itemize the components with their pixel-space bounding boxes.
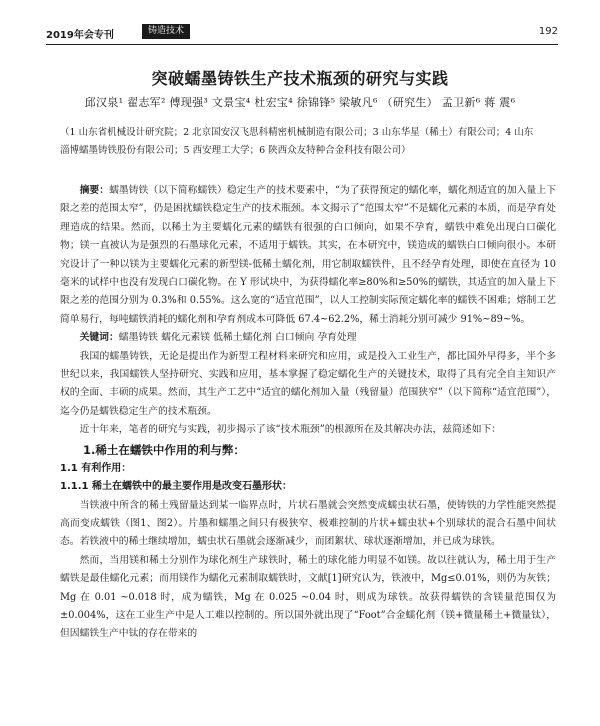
section-tag: 铸造技术 [142,24,190,39]
keywords-text: 蠕墨铸铁 蠕化元素镁 低稀土蠕化剂 白口倾向 孕育处理 [118,332,357,344]
page-number: 192 [538,26,558,37]
section-heading: 1.稀土在蠕铁中作用的利与弊： [83,442,245,457]
conference-label: 2019年会专刊 [46,30,114,41]
affiliations: （1 山东省机械设计研究院；2 北京国安汉飞思科精密机械制造有限公司；3 山东华星（稀土）有限公司；4 山东淄博蠕墨铸铁股份有限公司；5 西安理工大学；6 陕西众友特种合金科技有限公司） [60,127,534,156]
subsection-heading: 1.1 有利作用： [60,462,132,474]
abstract-text: 蠕墨铸铁（以下简称蠕铁）稳定生产的技术要素中，“为了获得预定的蠕化率，蠕化剂适宜的加入量上下限之差的范围太窄”，仍是困扰蠕铁稳定生产的技术瓶颈。本文揭示了“范围太窄”不是蠕化元素的本质，而是孕育处理造成的结果。然而，以稀土为主要蠕化元素的蠕铁有很强的白口倾向，如果不孕育，蠕铁中难免出现白口碳化物；镁一直被认为是强烈的石墨球化元素，不适用于蠕铁。其实，在本研究中，镁造成的蠕铁白口倾向很小。本研究设计了一种以镁为主要蠕化元素的新型镁-低稀土蠕化剂，用它制取蠕铁件，且不经孕育处理，即使在直径为 10 毫米的试样中也没有发现白口碳化物。在 Y 形试块中，为获得蠕化率≥80%和≥50%的蠕铁，其适宜的加入量上下限之差的范围分别为 0.3%和 0.55%。这么宽的“适宜范围”，以人工控制实际预定蠕化率的蠕铁不困难；熔制工艺简单易行，每吨蠕铁消耗的蠕化剂和孕育剂成本可降低 67.4~62.2%，稀土消耗分别可减少 91%~89~%。 [60,185,556,325]
article-body [60,182,556,644]
abstract [60,182,556,329]
header-rule [46,44,558,45]
paragraph-magnesium: 然而，当用镁和稀土分别作为球化剂生产球铁时，稀土的球化能力明显不如镁。故以往就认为，稀土用于生产蠕铁是最佳蠕化元素；而用镁作为蠕化元素制取蠕铁时，文献[1]研究认为，铁液中，Mg≤0.01%，则仍为灰铁；Mg 在 0.01 ~0.018 时，成为蠕铁，Mg 在 0.025 ~0.04 时，则成为球铁。故获得蠕铁的含镁量范围仅为±0.004%，这在工业生产中是人工难以控制的。所以国外就出现了“Foot”合金蠕化剂（镁+微量稀土+微量钛），但因蠕铁生产中钛的存在带来的 [60,554,556,640]
paragraph-intro: 我国的蠕墨铸铁，无论是提出作为新型工程材料来研究和应用，或是投入工业生产，都比国外早得多，半个多世纪以来，我国蠕铁人坚持研究、实践和应用，基本掌握了稳定蠕化生产的关键技术，取得了具有完全自主知识产权的全面、丰硕的成果。然而，其生产工艺中“适宜的蠕化剂加入量（残留量）范围狭窄”（以下简称“适宜范围”），迄今仍是蠕铁稳定生产的技术瓶颈。 [60,350,556,417]
paragraph-graphite-shape: 当铁液中所含的稀土残留量达到某一临界点时，片状石墨就会突然变成蠕虫状石墨，使铸铁的力学性能突然提高而变成蠕铁（图1、图2）。片墨和蠕墨之间只有极狭窄、极难控制的片状+蠕虫状+个别球状的混合石墨中间状态。若铁液中的稀土继续增加，蠕虫状石墨就会逐渐减少，而团絮状、球状逐渐增加，并已成为球铁。 [60,499,556,548]
keywords [60,329,556,347]
keywords-label: 关键词： [79,332,119,344]
author-list: 邱汉泉¹ 翟志军² 傅现强³ 文景宝⁴ 杜宏宝⁴ 徐锦锋⁵ 梁敏凡⁶ （研究生） 孟卫新⁶ 蒋 震⁶ [84,96,516,109]
running-header [46,24,558,42]
paragraph-outline: 近十年来，笔者的研究与实践，初步揭示了该“技术瓶颈”的根源所在及其解决办法，兹简述如下： [79,424,502,436]
subsubsection-heading: 1.1.1 稀土在蠕铁中的最主要作用是改变石墨形状： [60,481,292,493]
abstract-label: 摘要： [79,185,110,196]
paper-title: 突破蠕墨铸铁生产技术瓶颈的研究与实践 [151,69,449,88]
